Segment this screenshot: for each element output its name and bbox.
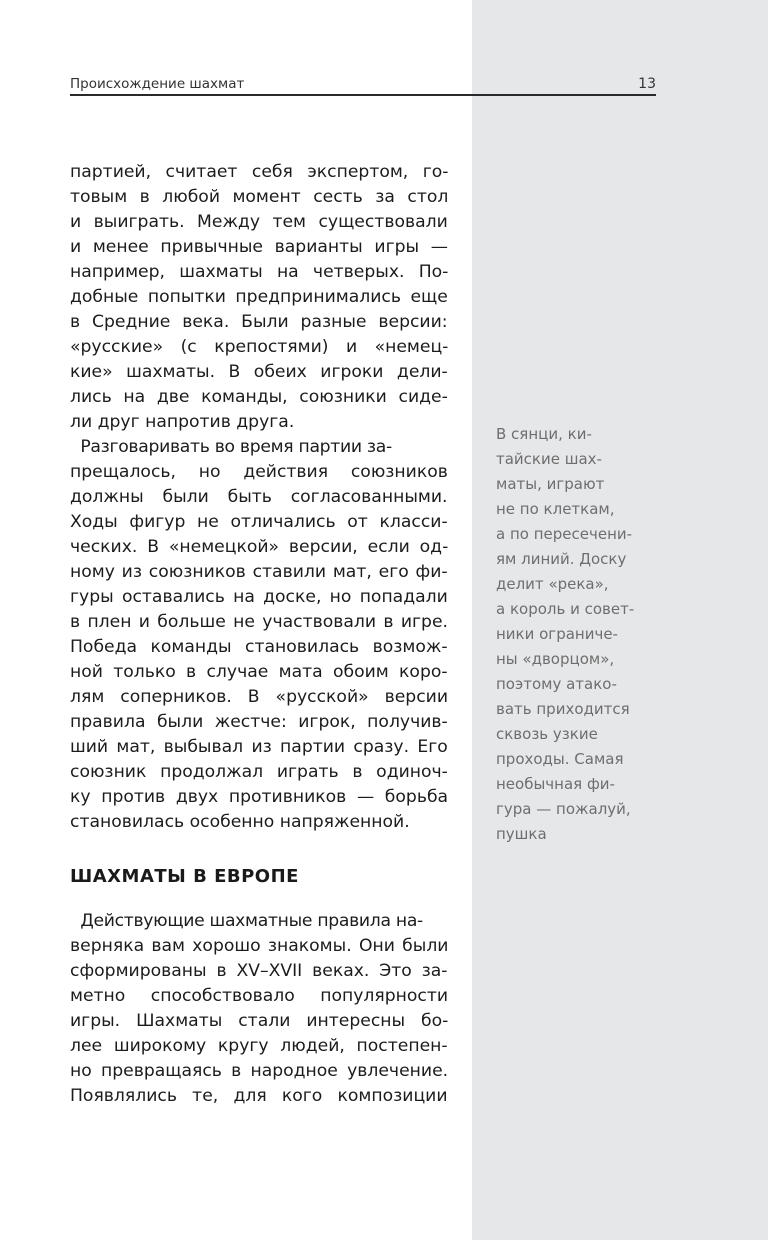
- paragraph-line: и выиграть. Между тем существовали: [70, 212, 448, 232]
- paragraph-line: ному из союзников ставили мат, его фи-: [70, 562, 448, 582]
- sidenote-line: ны «дворцом»,: [496, 650, 615, 668]
- chapter-title: Происхождение шахмат: [70, 76, 245, 92]
- sidenote-line: не по клеткам,: [496, 500, 615, 518]
- sidenote-line: а король и совет-: [496, 600, 635, 618]
- paragraph-line: но превращаясь в народное увлечение.: [70, 1061, 449, 1081]
- paragraph-line: товым в любой момент сесть за стол: [70, 187, 449, 207]
- main-text-column: [70, 160, 450, 840]
- paragraph-line: ли друг напротив друга.: [70, 412, 295, 432]
- running-header: [70, 76, 656, 96]
- paragraph-line: метно способствовало популярности: [70, 986, 449, 1006]
- sidenote-line: В сянци, ки-: [496, 425, 592, 443]
- sidenote-line: необычная фи-: [496, 775, 615, 793]
- paragraph-line: и менее привычные варианты игры —: [70, 237, 448, 257]
- paragraph-line: ной только в случае мата обоим коро-: [70, 662, 448, 682]
- paragraph-line: ший мат, выбывал из партии сразу. Его: [70, 737, 448, 757]
- paragraph-line: правила были жестче: игрок, получив-: [70, 712, 448, 732]
- page-number: 13: [638, 76, 656, 92]
- paragraph-line: в Средние века. Были разные версии:: [70, 312, 448, 332]
- paragraph-line: кие» шахматы. В обеих игроки дели-: [70, 362, 448, 382]
- sidenote-line: тайские шах-: [496, 450, 602, 468]
- paragraph-line: гуры оставались на доске, но попадали: [70, 587, 448, 607]
- paragraph-line: союзник продолжал играть в одиноч-: [70, 762, 448, 782]
- paragraph-line: Ходы фигур не отличались от класси-: [70, 512, 448, 532]
- sidenote-line: вать приходится: [496, 700, 630, 718]
- paragraph-line: становилась особенно напряженной.: [70, 812, 410, 832]
- paragraph-line: прещалось, но действия союзников: [70, 462, 448, 482]
- sidenote-line: а по пересечени-: [496, 525, 633, 543]
- paragraph-line: партией, считает себя экспертом, го-: [70, 162, 449, 182]
- paragraph-line: ку против двух противников — борьба: [70, 787, 449, 807]
- sidenote-line: маты, играют: [496, 475, 605, 493]
- paragraph-line: сформированы в XV–XVII веках. Это за-: [70, 961, 448, 981]
- paragraph-line: верняка вам хорошо знакомы. Они были: [70, 936, 449, 956]
- paragraph-line: Победа команды становилась возмож-: [70, 637, 448, 657]
- paragraph-line: ческих. В «немецкой» версии, если од-: [70, 537, 449, 557]
- sidenote-line: гура — пожалуй,: [496, 800, 631, 818]
- section-heading: ШАХМАТЫ В ЕВРОПЕ: [70, 866, 299, 887]
- section-text-column: [70, 909, 450, 1109]
- sidenote: [496, 422, 656, 852]
- sidenote-line: ники ограниче-: [496, 625, 618, 643]
- sidenote-line: сквозь узкие: [496, 725, 598, 743]
- paragraph-line: лее широкому кругу людей, постепен-: [70, 1036, 448, 1056]
- sidenote-line: делит «река»,: [496, 575, 609, 593]
- sidenote-line: ям линий. Доску: [496, 550, 627, 568]
- paragraph-line: добные попытки предпринимались еще: [70, 287, 448, 307]
- paragraph-line: «русские» (с крепостями) и «немец-: [70, 337, 449, 357]
- paragraph-line: Разговаривать во время партии за-: [70, 437, 392, 457]
- paragraph-line: лям соперников. В «русской» версии: [70, 687, 449, 707]
- paragraph-line: игры. Шахматы стали интересны бо-: [70, 1011, 449, 1031]
- paragraph-line: лись на две команды, союзники сиде-: [70, 387, 448, 407]
- paragraph-line: например, шахматы на четверых. По-: [70, 262, 449, 282]
- sidenote-line: проходы. Самая: [496, 750, 624, 768]
- sidenote-line: поэтому атако-: [496, 675, 617, 693]
- paragraph-line: Действующие шахматные правила на-: [70, 911, 423, 931]
- sidenote-line: пушка: [496, 825, 547, 843]
- paragraph-line: должны были быть согласованными.: [70, 487, 448, 507]
- paragraph-line: Появлялись те, для кого композиции: [70, 1086, 448, 1106]
- paragraph-line: в плен и больше не участвовали в игре.: [70, 612, 448, 632]
